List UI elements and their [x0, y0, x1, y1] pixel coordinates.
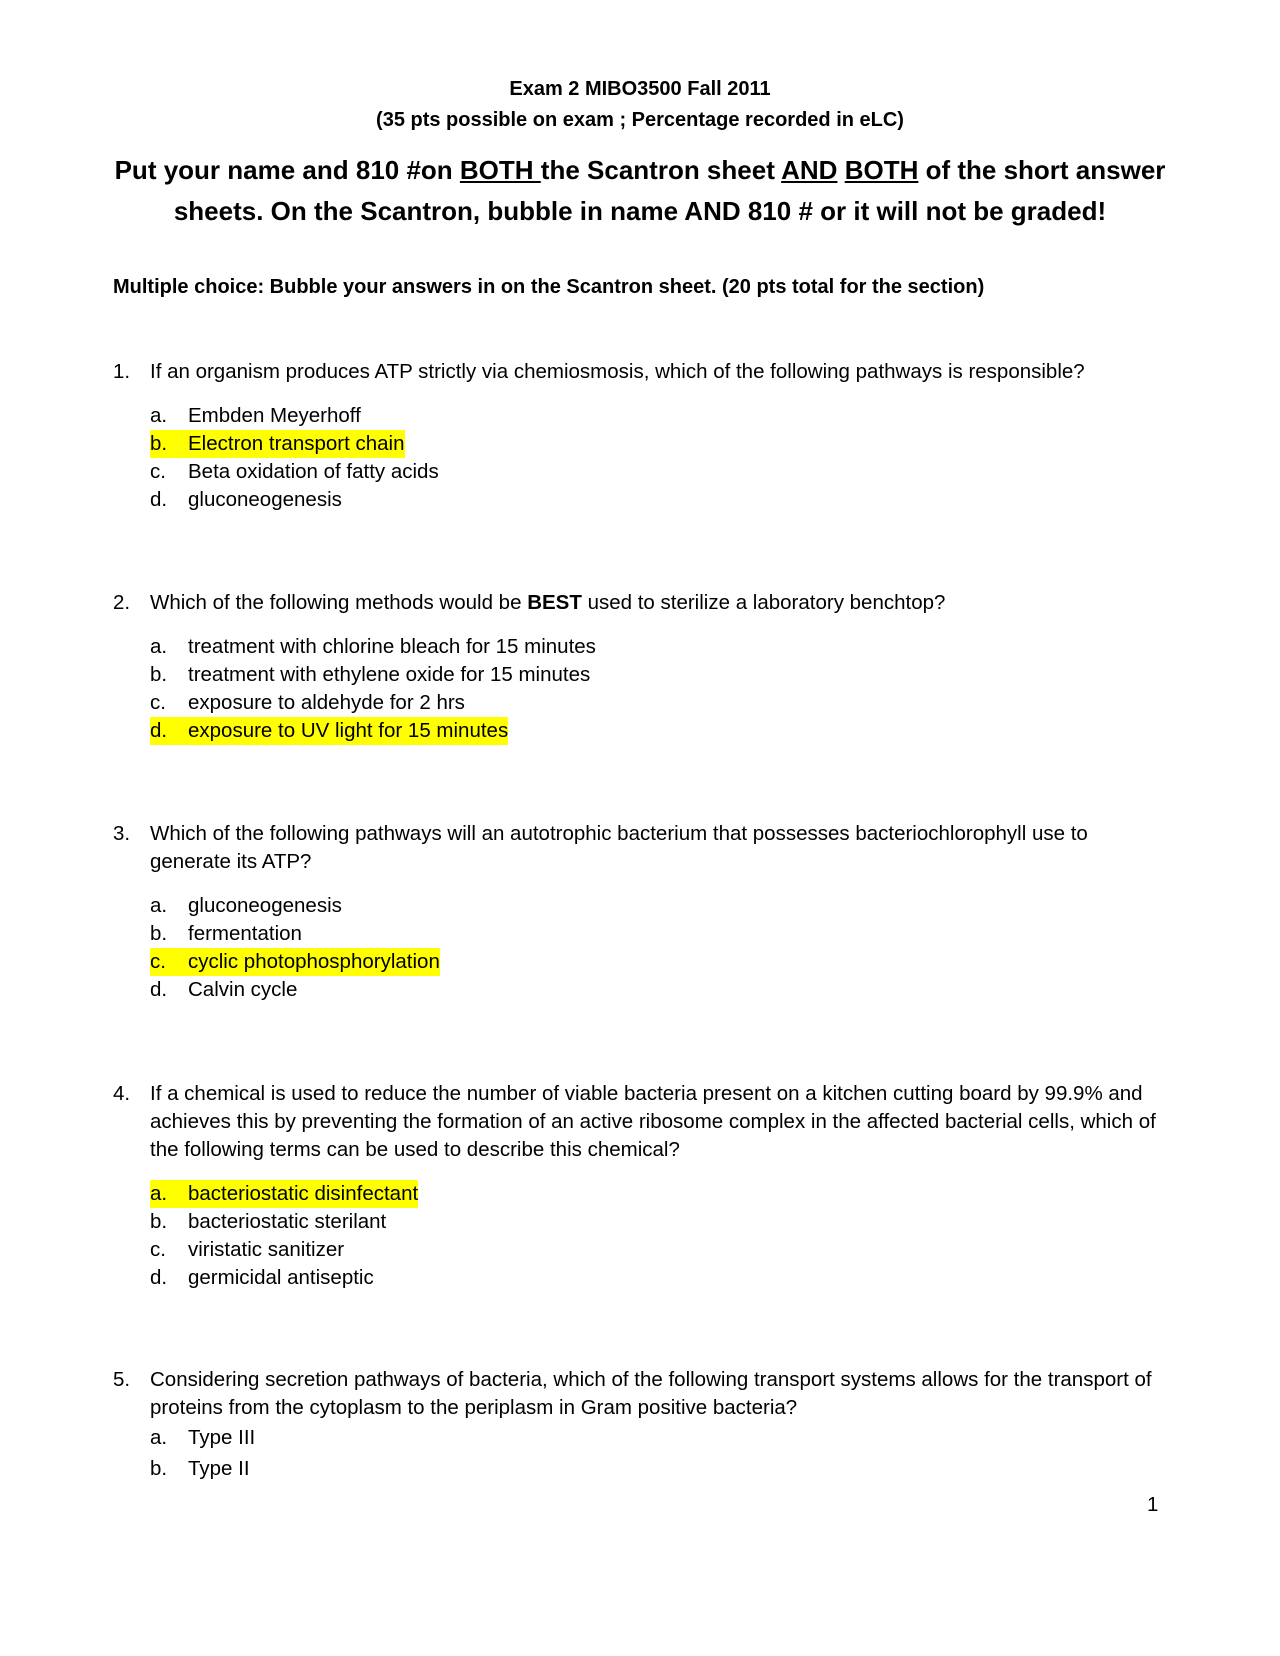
choice-letter: c.: [150, 460, 166, 483]
choice-list: [113, 402, 1173, 514]
choice-b-highlighted: [150, 430, 1173, 458]
choice-letter: b.: [150, 663, 168, 686]
choice-a: [150, 892, 1173, 920]
choice-a: [150, 633, 1173, 661]
choice-b: [150, 920, 1173, 948]
choice-letter: d.: [150, 488, 168, 511]
name-instruction: [110, 150, 1170, 232]
choice-letter: c.: [150, 1238, 166, 1261]
question-number: 4.: [113, 1082, 131, 1105]
choice-d: [150, 976, 1173, 1004]
question-5: [113, 1366, 1173, 1484]
answer-highlight: [150, 1180, 418, 1208]
choice-a-highlighted: [150, 1180, 1173, 1208]
choice-list: [113, 892, 1173, 1004]
choice-letter: b.: [150, 432, 168, 455]
choice-letter: a.: [150, 635, 168, 658]
choice-d: [150, 486, 1173, 514]
question-2: [113, 589, 1173, 745]
choice-letter: c.: [150, 950, 166, 973]
choice-c: [150, 1236, 1173, 1264]
question-1: [113, 358, 1173, 514]
choice-c: [150, 458, 1173, 486]
choice-d: [150, 1264, 1173, 1292]
choice-letter: a.: [150, 404, 168, 427]
choice-text: exposure to UV light for 15 minutes: [188, 719, 509, 742]
question-4-text: [113, 1080, 1173, 1164]
choice-letter: d.: [150, 978, 168, 1001]
choice-letter: d.: [150, 719, 168, 742]
choice-letter: b.: [150, 922, 168, 945]
question-stem-after: used to sterilize a laboratory benchtop?: [581, 591, 946, 614]
choice-letter: a.: [150, 1182, 168, 1205]
question-3: [113, 820, 1173, 1004]
choice-list: [113, 1180, 1173, 1292]
choice-a: [150, 1422, 1173, 1453]
choice-a: [150, 402, 1173, 430]
choice-text: Type II: [188, 1457, 250, 1480]
choice-text: Beta oxidation of fatty acids: [188, 460, 439, 483]
instruction-part1: Put your name and 810 #on: [114, 155, 460, 185]
instruction-both-2: BOTH: [844, 155, 919, 185]
answer-highlight: [150, 717, 508, 745]
question-stem-emphasis: BEST: [527, 591, 582, 614]
choice-text: treatment with chlorine bleach for 15 minutes: [188, 635, 596, 658]
instruction-both-1: BOTH: [459, 155, 541, 185]
choice-c: [150, 689, 1173, 717]
question-stem: Which of the following pathways will an autotrophic bacterium that possesses bacteriochlorophyll use to generate its ATP?: [150, 822, 1088, 873]
instruction-space: [837, 155, 844, 185]
choice-letter: b.: [150, 1457, 168, 1480]
question-4: [113, 1080, 1173, 1292]
choice-text: Electron transport chain: [188, 432, 405, 455]
answer-highlight: [150, 948, 440, 976]
choice-list: [113, 1422, 1173, 1484]
question-number: 3.: [113, 822, 131, 845]
choice-text: cyclic photophosphorylation: [188, 950, 440, 973]
choice-text: bacteriostatic sterilant: [188, 1210, 387, 1233]
question-stem: If a chemical is used to reduce the number of viable bacteria present on a kitchen cutting board by 99.9% and achieves this by preventing the formation of an active ribosome complex in the affected bacterial cells, which of the following terms can be used to describe this chemical?: [150, 1082, 1156, 1161]
choice-letter: a.: [150, 1426, 168, 1449]
question-stem-before: Which of the following methods would be: [150, 591, 528, 614]
choice-text: Embden Meyerhoff: [188, 404, 361, 427]
choice-letter: a.: [150, 894, 168, 917]
question-stem: Considering secretion pathways of bacteria, which of the following transport systems allows for the transport of proteins from the cytoplasm to the periplasm in Gram positive bacteria?: [150, 1368, 1152, 1419]
choice-b: [150, 661, 1173, 689]
page-number: 1: [1147, 1493, 1159, 1516]
section-heading: Multiple choice: Bubble your answers in on the Scantron sheet. (20 pts total for the section): [113, 276, 985, 298]
question-stem: If an organism produces ATP strictly via chemiosmosis, which of the following pathways is responsible?: [150, 360, 1085, 383]
instruction-and: AND: [781, 155, 838, 185]
answer-highlight: [150, 430, 405, 458]
choice-text: Type III: [188, 1426, 256, 1449]
choice-list: [113, 633, 1173, 745]
choice-text: fermentation: [188, 922, 302, 945]
choice-b: [150, 1453, 1173, 1484]
question-number: 5.: [113, 1368, 131, 1391]
choice-text: viristatic sanitizer: [188, 1238, 345, 1261]
choice-text: exposure to aldehyde for 2 hrs: [188, 691, 465, 714]
choice-text: gluconeogenesis: [188, 488, 342, 511]
exam-title: Exam 2 MIBO3500 Fall 2011: [509, 78, 771, 100]
exam-subtitle: (35 pts possible on exam ; Percentage recorded in eLC): [376, 109, 904, 131]
question-3-text: [113, 820, 1173, 876]
question-number: 2.: [113, 591, 131, 614]
instruction-part2: the Scantron sheet: [540, 155, 782, 185]
choice-text: Calvin cycle: [188, 978, 298, 1001]
choice-text: germicidal antiseptic: [188, 1266, 374, 1289]
choice-letter: d.: [150, 1266, 168, 1289]
instruction-part3: of the short answer sheets. On the Scantron, bubble in name AND 810 # or it will not be graded!: [173, 155, 1166, 226]
choice-d-highlighted: [150, 717, 1173, 745]
question-2-text: [113, 589, 1173, 617]
choice-text: treatment with ethylene oxide for 15 minutes: [188, 663, 591, 686]
choice-b: [150, 1208, 1173, 1236]
choice-letter: c.: [150, 691, 166, 714]
choice-text: bacteriostatic disinfectant: [188, 1182, 419, 1205]
question-5-text: [113, 1366, 1173, 1422]
question-1-text: [113, 358, 1173, 386]
choice-text: gluconeogenesis: [188, 894, 342, 917]
choice-letter: b.: [150, 1210, 168, 1233]
question-number: 1.: [113, 360, 131, 383]
choice-c-highlighted: [150, 948, 1173, 976]
